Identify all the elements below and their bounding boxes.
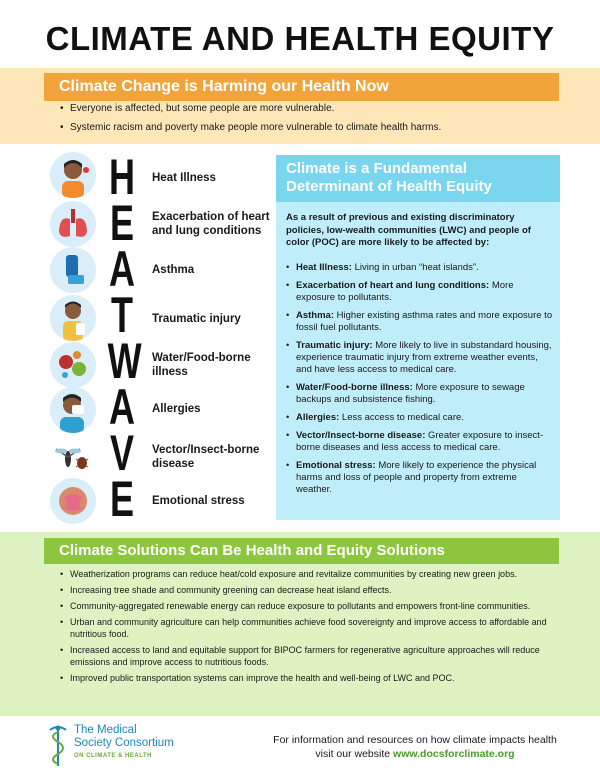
equity-item-text: More exposure to sewage backups and subsistence fishing. <box>296 382 525 405</box>
equity-item-term: Asthma: <box>296 310 335 321</box>
harm-bullet-list <box>60 102 560 140</box>
equity-intro: As a result of previous and existing discriminatory policies, low-wealth communities (LWC) and people of color (POC) are more likely to be affected by: <box>286 212 531 248</box>
solution-bullet: • Increased access to land and equitable support for BIPOC farmers for regenerative agriculture approaches will reduce emissions and improve access to nutritious foods. <box>60 644 560 668</box>
condition-label: Water/Food-borne illness <box>152 352 251 378</box>
equity-item <box>286 340 554 376</box>
equity-item <box>286 382 554 406</box>
solutions-section-title: Climate Solutions Can Be Health and Equity Solutions <box>59 542 445 559</box>
caduceus-icon <box>46 722 70 768</box>
website-link[interactable]: www.docsforclimate.org <box>393 748 515 760</box>
footer-info-line: For information and resources on how climate impacts health <box>273 734 557 746</box>
equity-item-term: Emotional stress: <box>296 460 376 471</box>
logo-text-line1: The Medical <box>74 724 137 736</box>
consortium-logo[interactable] <box>46 722 206 768</box>
equity-item-term: Traumatic injury: <box>296 340 373 351</box>
solution-bullet: • Improved public transportation systems can improve the health and well-being of LWC and POC. <box>60 672 560 684</box>
equity-item-text: Less access to medical care. <box>339 412 464 423</box>
equity-panel-title: Climate is a Fundamental Determinant of Health Equity <box>286 160 492 195</box>
heatwave-letter: A <box>108 241 135 297</box>
equity-item-term: Allergies: <box>296 412 340 423</box>
equity-item-text: Greater exposure to insect-borne diseases and less access to medical care. <box>296 430 544 453</box>
condition-label: Asthma <box>152 264 195 276</box>
harm-section-header <box>44 73 559 101</box>
equity-item-term: Heat Illness: <box>296 262 352 273</box>
equity-item <box>286 310 554 334</box>
equity-item <box>286 280 554 304</box>
lungs-icon <box>50 201 96 247</box>
harm-section-title: Climate Change is Harming our Health Now <box>59 78 389 95</box>
inhaler-icon <box>50 247 96 293</box>
condition-label: Vector/Insect-borne disease <box>152 444 260 470</box>
heatwave-letter: T <box>110 287 133 343</box>
solution-bullet: • Urban and community agriculture can help communities achieve food sovereignty and improve access to affordable and nutritious food. <box>60 616 560 640</box>
heatwave-letter: H <box>108 149 135 205</box>
equity-item-text: More likely to experience the physical harms and loss of people and property from extreme weather. <box>296 460 537 495</box>
logo-text-line2: Society Consortium <box>74 737 174 749</box>
overheated-person-icon <box>50 152 96 198</box>
heatwave-letter: V <box>109 425 135 481</box>
harm-bullet: • Systemic racism and poverty make people more vulnerable to climate health harms. <box>60 121 560 135</box>
equity-list <box>286 262 554 502</box>
equity-item-text: More exposure to pollutants. <box>296 280 514 303</box>
heatwave-letter: E <box>109 195 135 251</box>
footer-visit-line <box>265 747 565 761</box>
heatwave-letter: A <box>108 379 135 435</box>
equity-item-text: Higher existing asthma rates and more exposure to fossil fuel pollutants. <box>296 310 553 333</box>
brain-icon <box>50 478 96 524</box>
equity-item <box>286 262 554 274</box>
equity-item-text: Living in urban “heat islands”. <box>351 262 479 273</box>
equity-item-text: More likely to live in substandard housing, experience traumatic injury from extreme weather events, and have less access to medical care. <box>296 340 552 375</box>
equity-item <box>286 460 554 496</box>
equity-panel <box>276 155 560 520</box>
condition-label: Heat Illness <box>152 172 216 184</box>
equity-item-term: Vector/Insect-borne disease: <box>296 430 426 441</box>
solution-bullet: • Community-aggregated renewable energy can reduce exposure to pollutants and empowers front-line communities. <box>60 600 560 612</box>
heatwave-letter: E <box>109 471 135 527</box>
equity-panel-header <box>276 155 560 202</box>
page-title: CLIMATE AND HEALTH EQUITY <box>45 20 555 57</box>
equity-item-term: Water/Food-borne illness: <box>296 382 413 393</box>
logo-subtitle: ON CLIMATE & HEALTH <box>74 753 152 759</box>
injured-person-icon <box>50 295 96 341</box>
solutions-section-header <box>44 538 559 564</box>
mosquito-tick-icon <box>50 433 96 479</box>
solution-bullet: • Increasing tree shade and community greening can decrease heat island effects. <box>60 584 560 596</box>
condition-label: Exacerbation of heart and lung conditions <box>152 211 270 237</box>
germs-icon <box>50 342 96 388</box>
solution-bullet: • Weatherization programs can reduce heat/cold exposure and revitalize communities by creating new green jobs. <box>60 568 560 580</box>
condition-label: Allergies <box>152 403 201 415</box>
condition-label: Traumatic injury <box>152 313 241 325</box>
equity-item-term: Exacerbation of heart and lung conditions: <box>296 280 490 291</box>
condition-label: Emotional stress <box>152 495 245 507</box>
sneezing-person-icon <box>50 387 96 433</box>
footer-visit-text: visit our website <box>315 748 394 760</box>
harm-bullet: • Everyone is affected, but some people are more vulnerable. <box>60 102 560 116</box>
solutions-bullet-list <box>60 568 560 688</box>
equity-item <box>286 412 554 424</box>
heatwave-letter: W <box>107 333 142 389</box>
equity-item <box>286 430 554 454</box>
footer-info <box>265 733 565 761</box>
